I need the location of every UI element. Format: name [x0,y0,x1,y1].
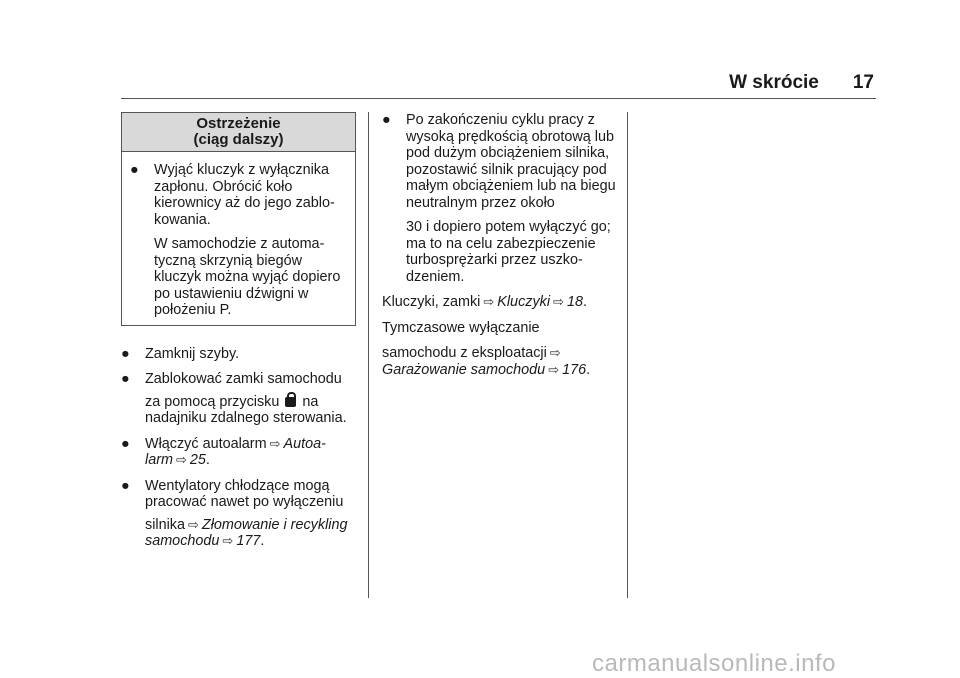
column-middle [382,112,618,378]
list-item: ● Włączyć autoalarm ⇨ Autoa-larm ⇨ 25. [121,435,326,468]
cross-reference: Kluczyki, zamki ⇨ Kluczyki ⇨ 18. [382,294,587,310]
list-item [121,371,356,427]
warning-subtitle: (ciąg dalszy) [193,131,284,148]
xref-page[interactable]: 18 [566,294,583,310]
list-item-text: Włączyć autoalarm [145,435,267,452]
page-number: 17 [852,72,874,93]
bullet-glyph: ● [382,112,391,128]
arrow-icon: ⇨ [188,516,199,532]
list-item-text: Po zakończeniu cyklu pracy z wysoką prędkością obrotową lub pod dużym obciążeniem silnika, pozostawić silnik pracujący pod małym obciążeniem lub na biegu neutralnym przez około [406,112,616,211]
list-item [382,112,618,211]
arrow-icon: ⇨ [553,294,564,309]
xref-link[interactable]: Złomowanie i recykling [201,516,348,533]
list-item-text: Wentylatory chłodzące mogą pracować nawet po wyłączeniu [145,477,344,510]
warning-bullet-text: Wyjąć kluczyk z wyłącznika zapłonu. Obrócić koło kierownicy aż do jego zablo-kowania. [154,162,335,228]
xref-link[interactable]: samochodu [145,533,220,549]
warning-box [121,112,356,326]
bullet-glyph: ● [121,435,130,452]
list-item-text: na [302,393,319,410]
warning-heading [122,113,355,152]
page-header [729,72,874,94]
list-item [121,346,356,363]
list-item-text: Zablokować zamki samochodu [145,371,342,387]
warning-body [122,152,355,325]
column-divider-1 [368,112,369,598]
bullet-glyph: ● [130,162,139,178]
column-left [121,112,356,550]
xref-page[interactable]: 176 [562,361,587,378]
paragraph-text: Kluczyki, zamki [382,294,481,310]
xref-page[interactable]: 25 [189,452,206,468]
bullet-glyph: ● [121,477,130,494]
watermark: carmanualsonline.info [592,650,836,677]
list-item: ● Wentylatory chłodzące mogą pracować nawet po wyłączeniu silnika ⇨ Złomowanie i recykling samochodu ⇨ 177. [121,477,348,549]
list-item-text: nadajniku zdalnego sterowania. [145,410,347,426]
header-rule [121,98,876,99]
warning-title: Ostrzeżenie [196,115,281,132]
arrow-icon: ⇨ [175,452,187,467]
cross-reference: samochodu z eksploatacji ⇨ Garażowanie samochodu ⇨ 176. [382,345,591,378]
xref-link[interactable]: Kluczyki [497,294,551,310]
arrow-icon: ⇨ [269,435,281,451]
list-item-text: silnika [145,516,185,533]
list-item-text: za pomocą przycisku [145,393,280,410]
xref-link[interactable]: Autoa-larm [145,435,326,468]
bullet-glyph: ● [121,345,130,362]
paragraph: Tymczasowe wyłączanie [382,319,540,336]
lock-icon [285,397,296,407]
warning-note: W samochodzie z automa-tyczną skrzynią biegów kluczyk można wyjąć dopiero po ustawieniu dźwigni w położeniu P. [154,236,341,318]
section-title: W skrócie [729,72,819,93]
arrow-icon: ⇨ [549,345,561,360]
column-divider-2 [627,112,628,598]
warning-bullet [130,162,345,228]
xref-page[interactable]: 177 [236,533,261,549]
paragraph-text: samochodu z eksploatacji [382,345,547,361]
list-item-continuation: 30 i dopiero potem wyłączyć go; ma to na celu zabezpieczenie turbosprężarki przez uszko-dzeniem. [406,219,611,285]
bullet-glyph: ● [121,371,130,387]
arrow-icon: ⇨ [548,361,560,377]
arrow-icon: ⇨ [483,294,495,309]
list-item-text: Zamknij szyby. [145,345,240,362]
arrow-icon: ⇨ [222,533,234,548]
xref-link[interactable]: Garażowanie samochodu [382,361,546,378]
